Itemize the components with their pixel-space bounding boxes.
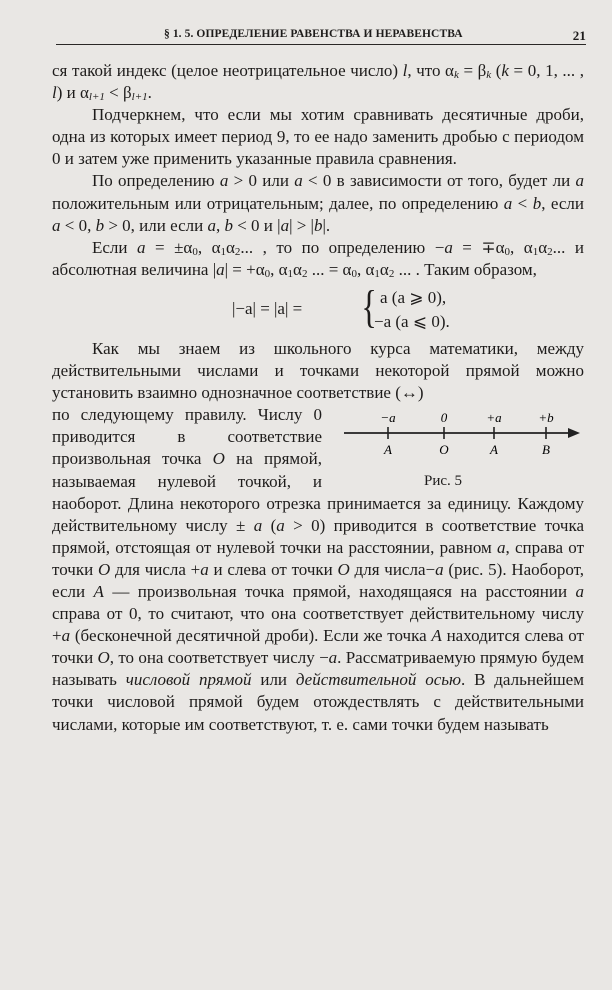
axis-arrow xyxy=(568,428,580,438)
section-title: § 1. 5. ОПРЕДЕЛЕНИЕ РАВЕНСТВА И НЕРАВЕНСТВА xyxy=(164,28,463,40)
paragraph-4: Если $a = \pm\alpha_0$, $\alpha_1\alpha_2$... , то по определению $-a = \mp\alpha_0$, $\alpha_1\alpha_2$... и абсолютная величина $|a| = +\alpha_0$, $\alpha_1\alpha_2$ ... = $\alpha_0$, $\alpha_1\alpha_2$ ... . Таким образом, xyxy=(52,237,584,280)
formula-case-1: a (a ⩾ 0), xyxy=(380,287,447,307)
main-text xyxy=(52,60,584,736)
formula-case-2: −a (a ⩽ 0). xyxy=(374,311,450,331)
point-A-right: A xyxy=(490,442,498,458)
figure-number-line xyxy=(334,406,584,490)
formula-lhs: |−a| = |a| = xyxy=(232,298,303,318)
point-A-left: A xyxy=(384,442,392,458)
term-real-axis: действительной осью xyxy=(295,670,462,690)
paragraph-3: По определению a > 0 или a < 0 в зависимости от того, будет ли a положительным или отрицательным; далее, по определению a < b, если a < 0, b > 0, или если a, b < 0 и |a| > |b|. xyxy=(52,171,584,235)
figure-caption: Рис. 5 xyxy=(424,473,463,490)
label-zero: 0 xyxy=(440,410,448,426)
point-B: B xyxy=(542,442,550,458)
label-minus-a: −a xyxy=(380,410,396,426)
label-plus-a: +a xyxy=(486,410,502,426)
header-rule xyxy=(56,44,586,45)
label-plus-b: +b xyxy=(538,410,554,426)
paragraph-5: Как мы знаем из школьного курса математики, между действительными числами и точками некоторой прямой можно установить взаимно однозначное соответствие (↔) xyxy=(52,338,584,403)
paragraph-1: ся такой индекс (целое неотрицательное число) l, что $\alpha_k = \beta_k$ (k = 0, 1, ... , l) и $\alpha_{l+1} < \beta_{l+1}$. xyxy=(52,61,584,104)
formula-brace: { xyxy=(361,280,377,332)
point-O: O xyxy=(439,442,449,458)
paragraph-6-with-figure xyxy=(52,404,584,735)
page-number: 21 xyxy=(572,28,586,43)
abs-value-formula xyxy=(52,280,584,336)
paragraph-6: по следующему правилу. Числу 0 приводится в соответствие произвольная точка O на прямой, называемая нулевой точкой, и наоборот. Длина некоторого отрезка принимается за единицу. Каждому действительному числу ± a (a > 0) приводится в соответствие точка прямой, отстоящая от нулевой точки на расстоянии, равном a, справа от точки O для числа +a и слева от точки O для числа−a (рис. 5). Наоборот, если A — произвольная точка прямой, находящаяся на расстоянии a справа от 0, то считают, что она соответствует действительному числу +a (бесконечной десятичной дроби). Если же точка A находится слева от точки O, то она соответствует числу −a. Рассматриваемую прямую будем называть числовой прямой или действительной осью. В дальнейшем точки числовой прямой будем отождествлять с действительными числами, которые им соответствуют, т. е. сами точки будем называть xyxy=(52,405,585,734)
paragraph-2: Подчеркнем, что если мы хотим сравнивать десятичные дроби, одна из которых имеет период 9, то ее надо заменить дробью с периодом 0 и затем уже применить указанные правила сравнения. xyxy=(52,105,584,169)
number-line-svg xyxy=(334,406,584,468)
term-number-line: числовой прямой xyxy=(125,670,252,690)
